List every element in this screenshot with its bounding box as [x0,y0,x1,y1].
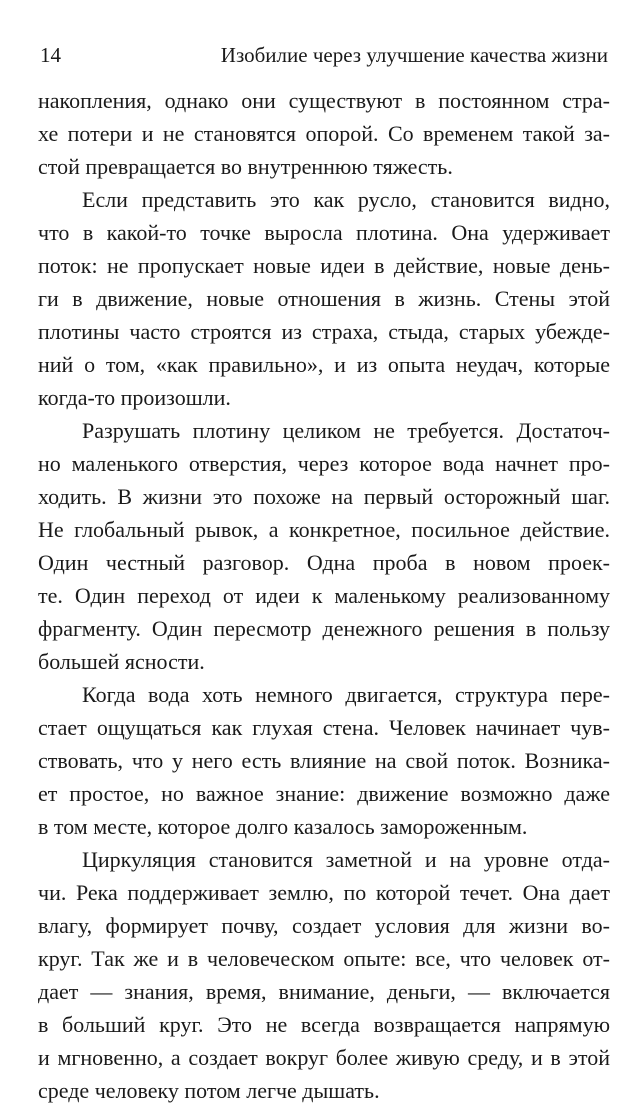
text-line: ги в движение, новые отношения в жизнь. Стены этой [38,286,610,311]
text-line: Разрушать плотину целиком не требуется. Достаточ- [82,418,610,443]
text-line: стой превращается во внутреннюю тяжесть. [38,154,453,179]
text-line: Когда вода хоть немного двигается, структура пере- [82,682,610,707]
text-line: когда-то произошли. [38,385,231,410]
text-line: фрагменту. Один пересмотр денежного решения в пользу [38,616,610,641]
text-line: ет простое, но важное знание: движение возможно даже [38,781,610,806]
text-line: накопления, однако они существуют в постоянном стра- [38,88,610,113]
body-text [38,84,610,1107]
text-line: Один честный разговор. Одна проба в новом проек- [38,550,610,575]
text-line: в том месте, которое долго казалось замороженным. [38,814,528,839]
page-number: 14 [40,43,61,67]
text-line: дает — знания, время, внимание, деньги, — включается [38,979,610,1004]
text-line: среде человеку потом легче дышать. [38,1078,380,1103]
text-line: круг. Так же и в человеческом опыте: все, что человек от- [38,946,610,971]
text-line: Циркуляция становится заметной и на уровне отда- [82,847,610,872]
text-line: хе потери и не становятся опорой. Со временем такой за- [38,121,610,146]
paragraph [38,843,610,1107]
text-line: большей ясности. [38,649,205,674]
text-line: в больший круг. Это не всегда возвращается напрямую [38,1012,610,1037]
text-line: чи. Река поддерживает землю, по которой течет. Она дает [38,880,610,905]
text-line: Не глобальный рывок, а конкретное, посильное действие. [38,517,610,542]
paragraph [38,414,610,678]
text-line: те. Один переход от идеи к маленькому реализованному [38,583,610,608]
page-header [40,40,608,70]
text-line: и мгновенно, а создает вокруг более живую среду, и в этой [38,1045,610,1070]
text-line: Если представить это как русло, становится видно, [82,187,610,212]
text-line: но маленького отверстия, через которое вода начнет про- [38,451,610,476]
text-line: что в какой-то точке выросла плотина. Она удерживает [38,220,610,245]
text-line: ходить. В жизни это похоже на первый осторожный шаг. [38,484,610,509]
text-line: плотины часто строятся из страха, стыда, старых убежде- [38,319,610,344]
paragraph [38,84,610,183]
text-line: стает ощущаться как глухая стена. Человек начинает чув- [38,715,610,740]
text-line: поток: не пропускает новые идеи в действие, новые день- [38,253,610,278]
text-line: влагу, формирует почву, создает условия для жизни во- [38,913,610,938]
paragraph [38,678,610,843]
paragraph [38,183,610,414]
text-line: ний о том, «как правильно», и из опыта неудач, которые [38,352,610,377]
text-line: ствовать, что у него есть влияние на свой поток. Возника- [38,748,610,773]
running-title: Изобилие через улучшение качества жизни [220,43,608,67]
